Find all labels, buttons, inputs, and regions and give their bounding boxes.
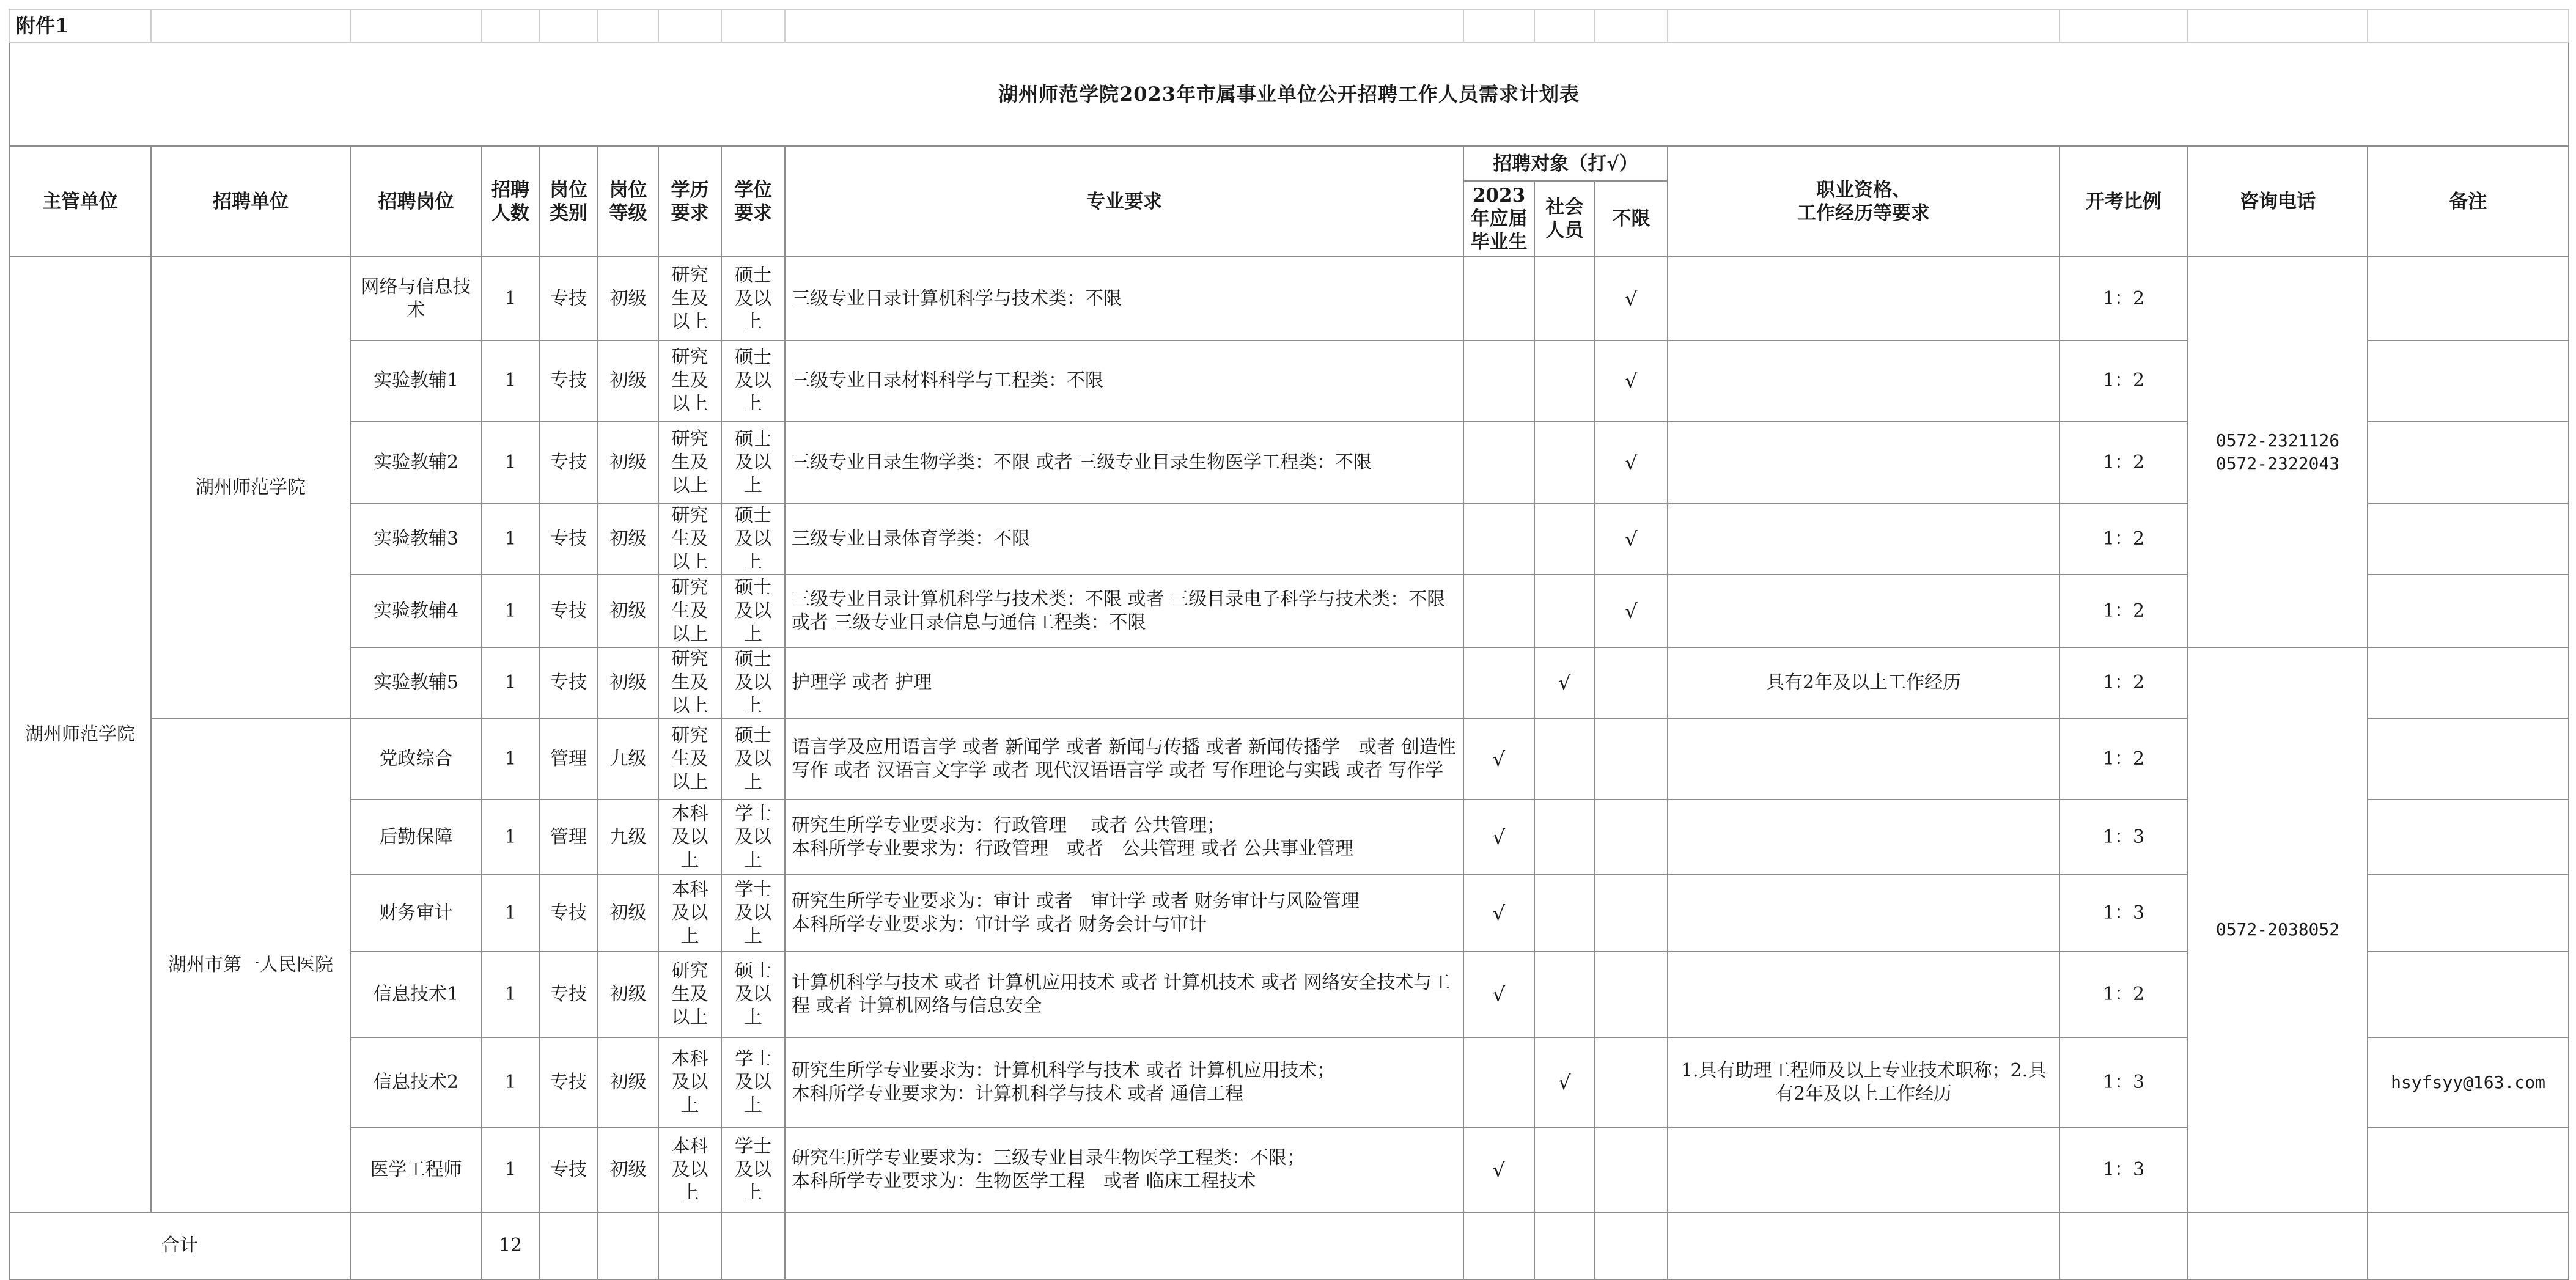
qualification-cell [1668,718,2059,800]
header-phone: 咨询电话 [2188,146,2368,257]
ratio-cell: 1：2 [2059,340,2188,421]
target-graduate-cell [1463,257,1534,340]
post-cell: 党政综合 [350,718,482,800]
target-any-cell [1595,875,1668,952]
post-cell: 医学工程师 [350,1128,482,1212]
remark-cell: hsyfsyy@163.com [2368,1037,2569,1128]
category-cell: 专技 [539,421,598,504]
ratio-cell: 1：2 [2059,718,2188,800]
category-cell: 专技 [539,575,598,647]
level-cell: 初级 [598,952,658,1037]
degree-cell: 硕士及以上 [721,647,785,718]
ratio-cell: 1：2 [2059,647,2188,718]
header-target-group: 招聘对象（打√） [1463,146,1668,181]
table-row [9,421,2569,504]
total-label: 合计 [9,1212,350,1279]
category-cell: 专技 [539,647,598,718]
count-cell: 1 [482,504,539,575]
degree-cell: 学士及以上 [721,875,785,952]
header-edu: 学历要求 [658,146,721,257]
level-cell: 初级 [598,647,658,718]
target-graduate-cell: √ [1463,800,1534,875]
target-graduate-cell: √ [1463,952,1534,1037]
unit-cell: 湖州市第一人民医院 [151,718,350,1212]
post-cell: 网络与信息技术 [350,257,482,340]
target-any-cell: √ [1595,421,1668,504]
table-row [9,1037,2569,1128]
category-cell: 专技 [539,952,598,1037]
education-cell: 本科及以上 [658,1037,721,1128]
major-cell: 语言学及应用语言学 或者 新闻学 或者 新闻与传播 或者 新闻传播学 或者 创造性写作 或者 汉语言文字学 或者 现代汉语语言学 或者 写作理论与实践 或者 写作学 [785,718,1463,800]
category-cell: 专技 [539,340,598,421]
target-any-cell: √ [1595,257,1668,340]
target-any-cell: √ [1595,504,1668,575]
table-row [9,504,2569,575]
header-unit: 招聘单位 [151,146,350,257]
table-row [9,800,2569,875]
target-graduate-cell [1463,504,1534,575]
ratio-cell: 1：3 [2059,1128,2188,1212]
ratio-cell: 1：3 [2059,800,2188,875]
level-cell: 九级 [598,718,658,800]
remark-cell [2368,421,2569,504]
header-qualification: 职业资格、 工作经历等要求 [1668,146,2059,257]
post-cell: 实验教辅4 [350,575,482,647]
table-body [9,257,2569,1212]
ratio-cell: 1：2 [2059,575,2188,647]
target-graduate-cell [1463,340,1534,421]
target-any-cell [1595,1037,1668,1128]
post-cell: 财务审计 [350,875,482,952]
target-graduate-cell [1463,1037,1534,1128]
count-cell: 1 [482,800,539,875]
target-any-cell: √ [1595,575,1668,647]
level-cell: 初级 [598,875,658,952]
level-cell: 初级 [598,340,658,421]
target-any-cell [1595,800,1668,875]
target-any-cell: √ [1595,340,1668,421]
target-any-cell [1595,1128,1668,1212]
target-social-cell [1534,800,1595,875]
target-graduate-cell: √ [1463,1128,1534,1212]
qualification-cell [1668,257,2059,340]
header-level: 岗位等级 [598,146,658,257]
header-category: 岗位类别 [539,146,598,257]
ratio-cell: 1：3 [2059,1037,2188,1128]
total-row [9,1212,2569,1279]
post-cell: 信息技术1 [350,952,482,1037]
ratio-cell: 1：2 [2059,504,2188,575]
degree-cell: 学士及以上 [721,1037,785,1128]
remark-cell [2368,257,2569,340]
count-cell: 1 [482,1128,539,1212]
table-row [9,647,2569,718]
count-cell: 1 [482,647,539,718]
major-cell: 三级专业目录材料科学与工程类：不限 [785,340,1463,421]
major-cell: 研究生所学专业要求为：行政管理 或者 公共管理； 本科所学专业要求为：行政管理 或者 公共管理 或者 公共事业管理 [785,800,1463,875]
level-cell: 初级 [598,257,658,340]
table-title: 湖州师范学院2023年市属事业单位公开招聘工作人员需求计划表 [9,42,2569,146]
header-remark: 备注 [2368,146,2569,257]
category-cell: 专技 [539,257,598,340]
remark-cell [2368,718,2569,800]
remark-cell [2368,952,2569,1037]
target-graduate-cell: √ [1463,875,1534,952]
header-post: 招聘岗位 [350,146,482,257]
target-graduate-cell [1463,421,1534,504]
target-graduate-cell: √ [1463,718,1534,800]
category-cell: 专技 [539,875,598,952]
education-cell: 研究生及以上 [658,647,721,718]
level-cell: 初级 [598,575,658,647]
attachment-row [9,9,2569,42]
table-row [9,952,2569,1037]
remark-cell [2368,1128,2569,1212]
major-cell: 研究生所学专业要求为：审计 或者 审计学 或者 财务审计与风险管理 本科所学专业要求为：审计学 或者 财务会计与审计 [785,875,1463,952]
target-any-cell [1595,647,1668,718]
count-cell: 1 [482,875,539,952]
education-cell: 研究生及以上 [658,257,721,340]
count-cell: 1 [482,257,539,340]
category-cell: 专技 [539,1037,598,1128]
table-row [9,718,2569,800]
major-cell: 研究生所学专业要求为：计算机科学与技术 或者 计算机应用技术； 本科所学专业要求为：计算机科学与技术 或者 通信工程 [785,1037,1463,1128]
category-cell: 管理 [539,800,598,875]
dept-cell: 湖州师范学院 [9,257,151,1212]
education-cell: 研究生及以上 [658,421,721,504]
ratio-cell: 1：2 [2059,952,2188,1037]
remark-cell [2368,800,2569,875]
target-social-cell [1534,952,1595,1037]
education-cell: 研究生及以上 [658,952,721,1037]
degree-cell: 硕士及以上 [721,575,785,647]
degree-cell: 学士及以上 [721,1128,785,1212]
level-cell: 初级 [598,421,658,504]
header-dept: 主管单位 [9,146,151,257]
qualification-cell: 具有2年及以上工作经历 [1668,647,2059,718]
table-row [9,875,2569,952]
ratio-cell: 1：2 [2059,257,2188,340]
target-social-cell: √ [1534,1037,1595,1128]
target-any-cell [1595,952,1668,1037]
header-target-social: 社会人员 [1534,181,1595,257]
qualification-cell [1668,340,2059,421]
category-cell: 专技 [539,1128,598,1212]
count-cell: 1 [482,421,539,504]
target-social-cell [1534,1128,1595,1212]
total-count: 12 [482,1212,539,1279]
target-social-cell [1534,257,1595,340]
recruitment-plan-sheet [9,9,2569,1280]
header-target-any: 不限 [1595,181,1668,257]
education-cell: 研究生及以上 [658,575,721,647]
remark-cell [2368,647,2569,718]
degree-cell: 硕士及以上 [721,421,785,504]
degree-cell: 硕士及以上 [721,718,785,800]
major-cell: 三级专业目录计算机科学与技术类：不限 [785,257,1463,340]
target-social-cell [1534,504,1595,575]
target-graduate-cell [1463,575,1534,647]
header-num: 招聘人数 [482,146,539,257]
phone-cell: 0572-2321126 0572-2322043 [2188,257,2368,647]
education-cell: 本科及以上 [658,875,721,952]
major-cell: 三级专业目录计算机科学与技术类：不限 或者 三级目录电子科学与技术类：不限 或者 三级专业目录信息与通信工程类：不限 [785,575,1463,647]
target-social-cell [1534,718,1595,800]
qualification-cell: 1.具有助理工程师及以上专业技术职称；2.具有2年及以上工作经历 [1668,1037,2059,1128]
qualification-cell [1668,800,2059,875]
target-graduate-cell [1463,647,1534,718]
qualification-cell [1668,875,2059,952]
education-cell: 研究生及以上 [658,504,721,575]
education-cell: 研究生及以上 [658,340,721,421]
major-cell: 护理学 或者 护理 [785,647,1463,718]
table-row [9,575,2569,647]
post-cell: 信息技术2 [350,1037,482,1128]
level-cell: 初级 [598,504,658,575]
major-cell: 研究生所学专业要求为：三级专业目录生物医学工程类：不限； 本科所学专业要求为：生物医学工程 或者 临床工程技术 [785,1128,1463,1212]
remark-cell [2368,575,2569,647]
attachment-label: 附件1 [9,9,151,42]
education-cell: 本科及以上 [658,800,721,875]
target-any-cell [1595,718,1668,800]
count-cell: 1 [482,718,539,800]
count-cell: 1 [482,952,539,1037]
target-social-cell [1534,421,1595,504]
target-social-cell [1534,575,1595,647]
major-cell: 三级专业目录生物学类：不限 或者 三级专业目录生物医学工程类：不限 [785,421,1463,504]
qualification-cell [1668,1128,2059,1212]
degree-cell: 学士及以上 [721,800,785,875]
count-cell: 1 [482,575,539,647]
qualification-cell [1668,952,2059,1037]
post-cell: 实验教辅5 [350,647,482,718]
education-cell: 研究生及以上 [658,718,721,800]
table-row [9,257,2569,340]
header-row-1 [9,146,2569,181]
target-social-cell [1534,875,1595,952]
level-cell: 初级 [598,1037,658,1128]
education-cell: 本科及以上 [658,1128,721,1212]
header-degree: 学位要求 [721,146,785,257]
ratio-cell: 1：3 [2059,875,2188,952]
major-cell: 三级专业目录体育学类：不限 [785,504,1463,575]
level-cell: 九级 [598,800,658,875]
header-major: 专业要求 [785,146,1463,257]
remark-cell [2368,340,2569,421]
phone-cell: 0572-2038052 [2188,647,2368,1212]
header-target-graduate: 2023年应届毕业生 [1463,181,1534,257]
post-cell: 实验教辅3 [350,504,482,575]
post-cell: 实验教辅2 [350,421,482,504]
degree-cell: 硕士及以上 [721,504,785,575]
category-cell: 管理 [539,718,598,800]
remark-cell [2368,504,2569,575]
table-row [9,340,2569,421]
qualification-cell [1668,421,2059,504]
ratio-cell: 1：2 [2059,421,2188,504]
degree-cell: 硕士及以上 [721,340,785,421]
target-social-cell [1534,340,1595,421]
level-cell: 初级 [598,1128,658,1212]
target-social-cell: √ [1534,647,1595,718]
table-row [9,1128,2569,1212]
remark-cell [2368,875,2569,952]
qualification-cell [1668,504,2059,575]
degree-cell: 硕士及以上 [721,952,785,1037]
count-cell: 1 [482,340,539,421]
recruitment-plan-table [9,9,2569,1280]
category-cell: 专技 [539,504,598,575]
count-cell: 1 [482,1037,539,1128]
post-cell: 实验教辅1 [350,340,482,421]
post-cell: 后勤保障 [350,800,482,875]
header-ratio: 开考比例 [2059,146,2188,257]
major-cell: 计算机科学与技术 或者 计算机应用技术 或者 计算机技术 或者 网络安全技术与工程 或者 计算机网络与信息安全 [785,952,1463,1037]
degree-cell: 硕士及以上 [721,257,785,340]
unit-cell: 湖州师范学院 [151,257,350,718]
qualification-cell [1668,575,2059,647]
title-row [9,42,2569,146]
